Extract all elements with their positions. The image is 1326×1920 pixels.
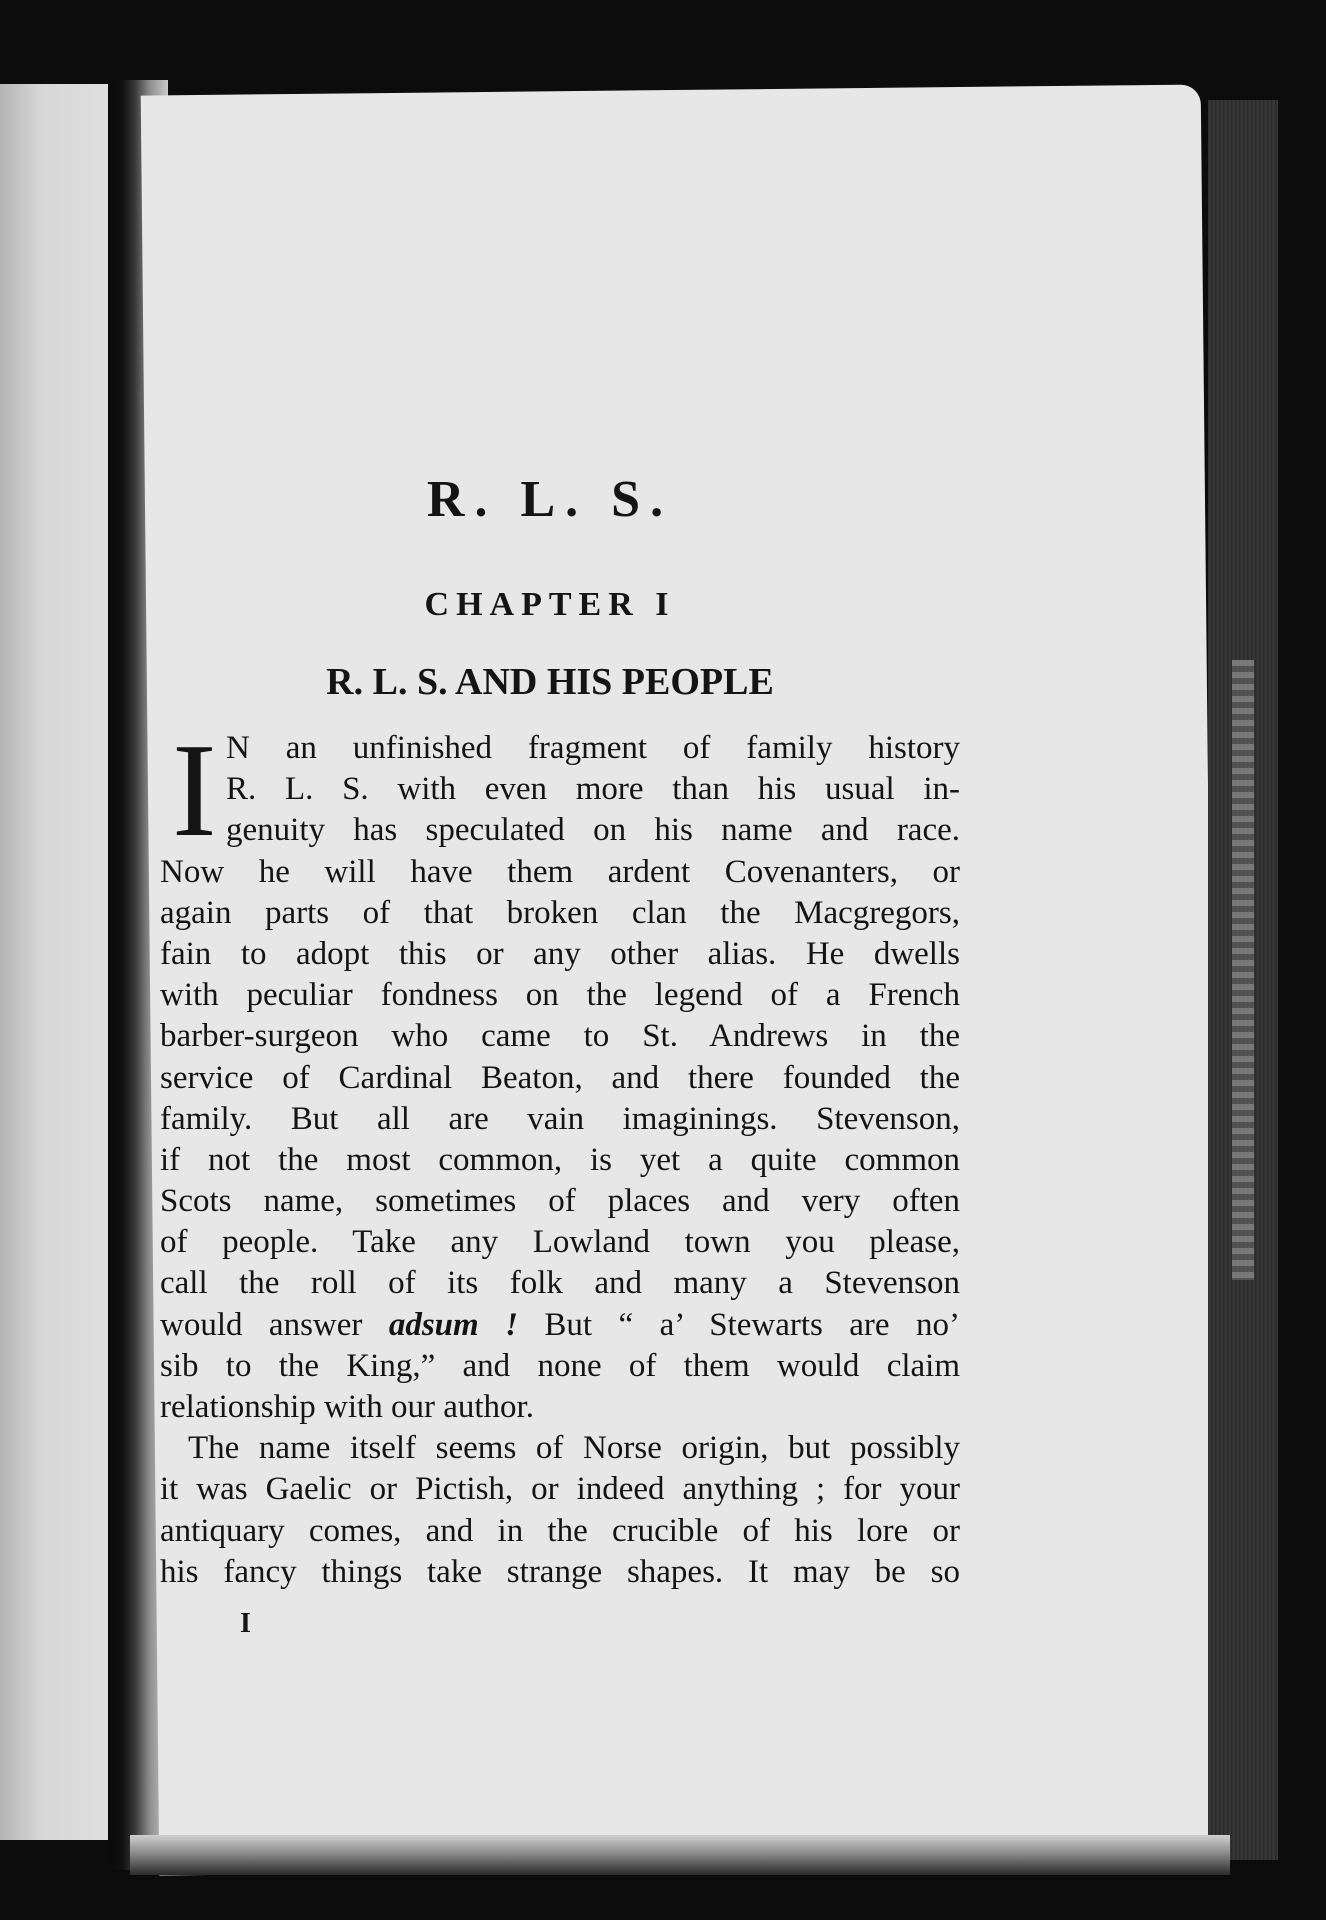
- text-line: Now he will have them ardent Covenanters, or: [160, 853, 960, 890]
- text-line: R. L. S. with even more than his usual in-: [226, 771, 960, 808]
- text-line: antiquary comes, and in the crucible of his lore or: [160, 1512, 960, 1549]
- chapter-heading: CHAPTER I: [424, 586, 676, 623]
- italic-word: adsum !: [388, 1306, 518, 1343]
- text-line: barber-surgeon who came to St. Andrews in the: [160, 1018, 960, 1055]
- text-line: Scots name, sometimes of places and very often: [160, 1183, 960, 1220]
- text-fragment: would answer: [160, 1306, 389, 1343]
- text-line: genuity has speculated on his name and race.: [226, 812, 960, 849]
- text-line: sib to the King,” and none of them would claim: [160, 1347, 960, 1384]
- body-text: [160, 716, 960, 1593]
- page-number: I: [240, 1608, 251, 1639]
- text-line: call the roll of its folk and many a Stevenson: [160, 1265, 960, 1302]
- text-line: his fancy things take strange shapes. It may be so: [160, 1553, 960, 1590]
- text-line: relationship with our author.: [160, 1389, 534, 1425]
- text-line: again parts of that broken clan the Macgregors,: [160, 894, 960, 931]
- text-line: family. But all are vain imaginings. Stevenson,: [160, 1100, 960, 1137]
- book-title: R. L. S.: [426, 471, 674, 528]
- text-line: [160, 1305, 960, 1346]
- text-line: The name itself seems of Norse origin, but possibly: [188, 1430, 960, 1467]
- text-line: if not the most common, is yet a quite common: [160, 1141, 960, 1178]
- text-line: service of Cardinal Beaton, and there founded the: [160, 1059, 960, 1096]
- text-fragment: But “ a’ Stewarts are no’: [517, 1306, 960, 1343]
- text-line: it was Gaelic or Pictish, or indeed anything ; for your: [160, 1471, 960, 1508]
- text-line: with peculiar fondness on the legend of a French: [160, 977, 960, 1014]
- text-line: fain to adopt this or any other alias. He dwells: [160, 935, 960, 972]
- facing-page: [0, 84, 108, 1840]
- library-stamp: [1232, 660, 1254, 1280]
- text-line: of people. Take any Lowland town you please,: [160, 1224, 960, 1261]
- chapter-title: R. L. S. AND HIS PEOPLE: [326, 661, 774, 703]
- drop-cap: I: [172, 716, 217, 864]
- page-bottom-edge: [130, 1835, 1230, 1875]
- text-line: N an unfinished fragment of family history: [226, 730, 960, 766]
